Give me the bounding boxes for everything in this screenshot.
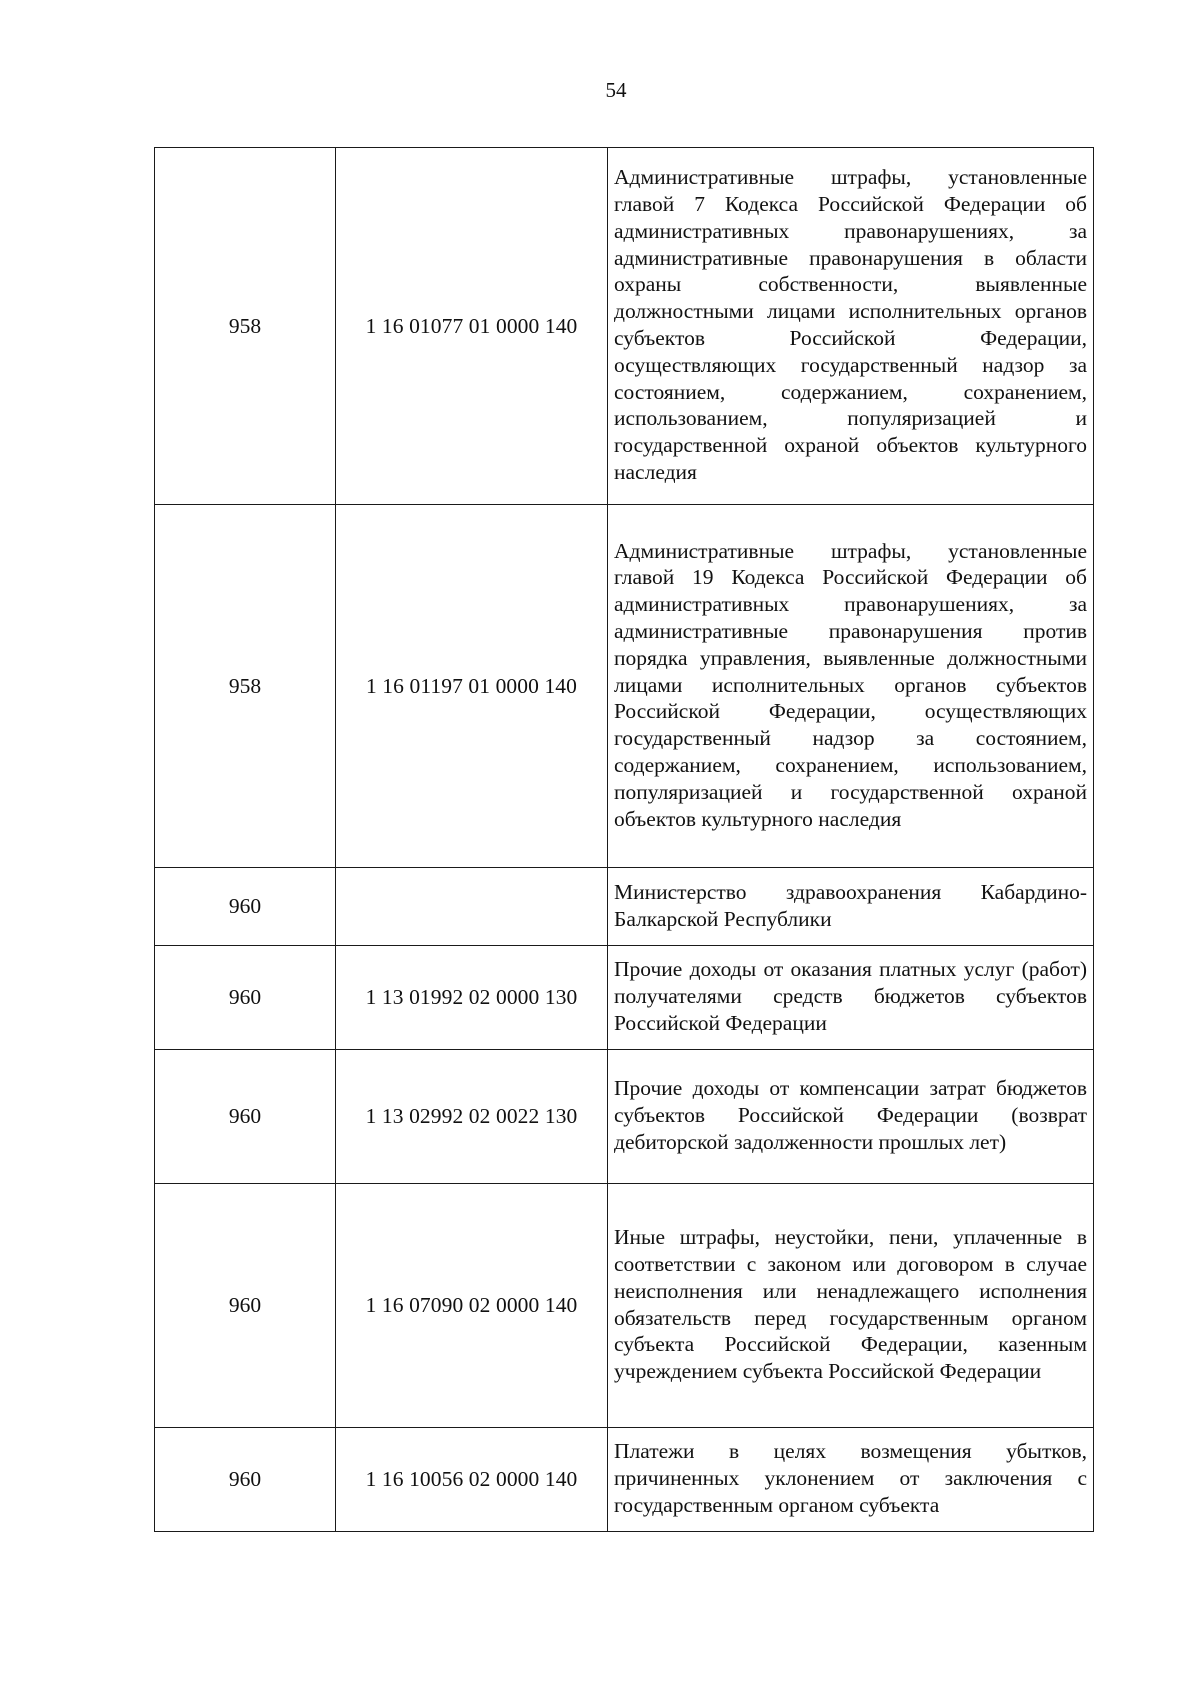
description-cell: Прочие доходы от оказания платных услуг (работ) получателями средств бюджетов субъектов Российской Федерации [608,946,1094,1050]
table-row [155,1184,1094,1428]
description-cell: Иные штрафы, неустойки, пени, уплаченные в соответствии с законом или договором в случае неисполнения или ненадлежащего исполнения обязательств перед государственным органом субъекта Российской Федерации, казенным учреждением субъекта Российской Федерации [608,1184,1094,1428]
description-cell: Министерство здравоохранения Кабардино-Балкарской Республики [608,868,1094,946]
admin-code-cell: 960 [155,946,336,1050]
budget-code-cell: 1 16 10056 02 0000 140 [336,1428,608,1532]
table-row [155,946,1094,1050]
budget-code-cell [336,868,608,946]
table-row [155,505,1094,868]
admin-code-cell: 958 [155,505,336,868]
admin-code-cell: 960 [155,1050,336,1184]
description-cell: Административные штрафы, установленные главой 19 Кодекса Российской Федерации об административных правонарушениях, за административные правонарушения против порядка управления, выявленные должностными лицами исполнительных органов субъектов Российской Федерации, осуществляющих государственный надзор за состоянием, содержанием, сохранением, использованием, популяризацией и государственной охраной объектов культурного наследия [608,505,1094,868]
page-number: 54 [605,78,627,102]
table-row [155,868,1094,946]
budget-code-cell: 1 16 01077 01 0000 140 [336,148,608,505]
budget-code-cell: 1 16 01197 01 0000 140 [336,505,608,868]
description-cell: Административные штрафы, установленные главой 7 Кодекса Российской Федерации об административных правонарушениях, за административные правонарушения в области охраны собственности, выявленные должностными лицами исполнительных органов субъектов Российской Федерации, осуществляющих государственный надзор за состоянием, содержанием, сохранением, использованием, популяризацией и государственной охраной объектов культурного наследия [608,148,1094,505]
admin-code-cell: 960 [155,1184,336,1428]
description-cell: Прочие доходы от компенсации затрат бюджетов субъектов Российской Федерации (возврат дебиторской задолженности прошлых лет) [608,1050,1094,1184]
budget-code-cell: 1 13 01992 02 0000 130 [336,946,608,1050]
admin-code-cell: 958 [155,148,336,505]
admin-code-cell: 960 [155,1428,336,1532]
description-cell: Платежи в целях возмещения убытков, причиненных уклонением от заключения с государственным органом субъекта [608,1428,1094,1532]
admin-code-cell: 960 [155,868,336,946]
budget-code-cell: 1 16 07090 02 0000 140 [336,1184,608,1428]
table-row [155,1428,1094,1532]
table-row [155,1050,1094,1184]
budget-code-cell: 1 13 02992 02 0022 130 [336,1050,608,1184]
table-row [155,148,1094,505]
budget-codes-table [154,147,1094,1532]
